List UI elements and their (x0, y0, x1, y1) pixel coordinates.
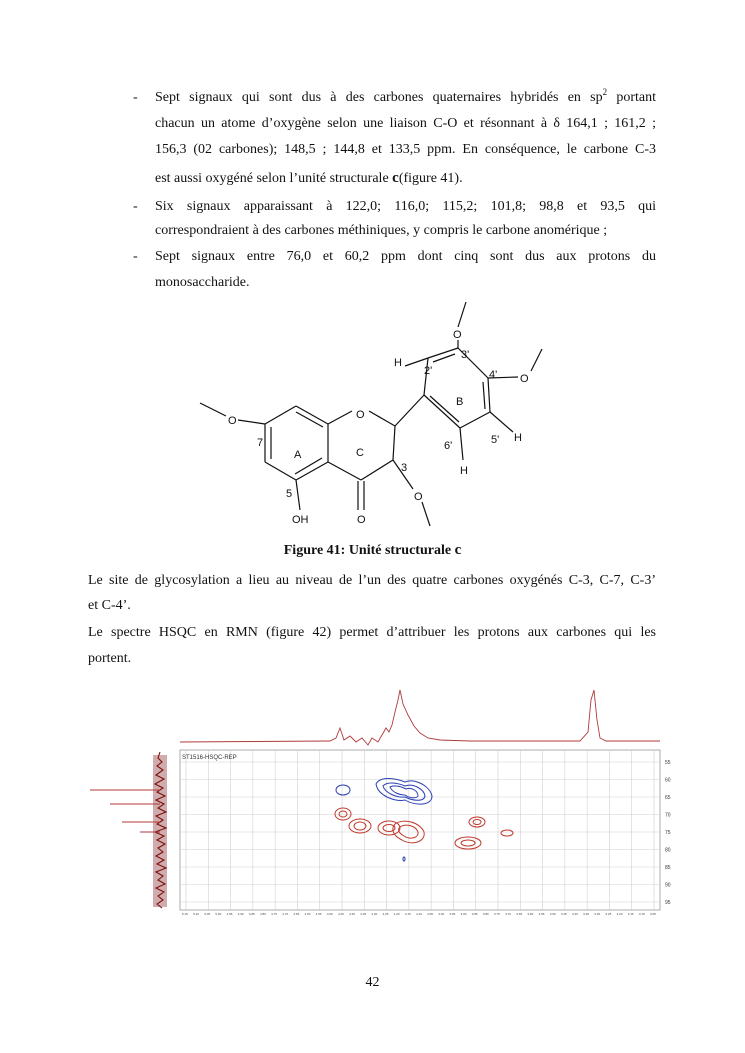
molecule-structure (190, 296, 560, 536)
x-tick-label: 3.70 (505, 912, 511, 916)
y-tick-label: 55 (665, 760, 671, 766)
proton-projection-trace (180, 690, 660, 745)
y-tick-label: 80 (665, 847, 671, 854)
x-tick-label: 4.25 (382, 912, 389, 916)
x-tick-label: 3.95 (449, 912, 456, 916)
bullet-1-line-3: 156,3 (02 carbones); 148,5 ; 144,8 et 133,5 ppm. En conséquence, le carbone C-3 (155, 142, 656, 157)
carbon-projection-peaks (90, 790, 160, 832)
x-tick-label: 3.25 (605, 912, 612, 916)
x-tick-label: 3.10 (638, 912, 645, 916)
x-axis-ticks (182, 912, 656, 916)
x-tick-label: 4.45 (338, 912, 344, 916)
position-label-3: 3 (401, 462, 408, 474)
x-tick-label: 3.45 (560, 912, 567, 916)
x-tick-label: 4.05 (427, 912, 433, 916)
atom-o-4prime: O (520, 373, 529, 385)
atom-o-carbonyl: O (357, 514, 366, 526)
bullet-marker: - (133, 199, 138, 214)
x-tick-label: 5.05 (204, 912, 211, 916)
carbon-projection-noise (153, 755, 167, 907)
x-tick-label: 5.00 (215, 912, 222, 916)
y-tick-label: 60 (665, 777, 671, 784)
position-label-6prime: 6' (444, 440, 453, 452)
position-label-4prime: 4' (489, 369, 498, 381)
x-tick-label: 4.10 (416, 912, 422, 916)
bullet-3-line-2: monosaccharide. (155, 275, 250, 290)
bullet-marker: - (133, 249, 138, 264)
paragraph-hsqc: Le spectre HSQC en RMN (figure 42) permet d’attribuer les protons aux carbones qui les portent. (88, 625, 656, 666)
atom-o-ring: O (356, 409, 365, 421)
x-tick-label: 3.60 (527, 912, 534, 916)
bullet-3-line-1: Sept signaux entre 76,0 et 60,2 ppm dont cinq sont dus aux protons du (155, 249, 656, 264)
x-tick-label: 3.20 (616, 912, 623, 916)
spectrum-title: ST1516-HSQC-REP (182, 755, 237, 761)
x-tick-label: 3.65 (516, 912, 523, 916)
x-tick-label: 4.70 (282, 912, 289, 916)
x-tick-label: 3.85 (471, 912, 478, 916)
paragraph-glycosylation: Le site de glycosylation a lieu au niveau de l’un des quatre carbones oxygénés C-3, C-7, C-3’ et C-4’. (88, 573, 656, 613)
bullet-1-line-1: Sept signaux qui sont dus à des carbones quaternaires hybridés en $sp^2$ portant (155, 87, 656, 105)
y-tick-label: 65 (665, 795, 671, 801)
x-tick-label: 3.05 (650, 912, 656, 916)
hsqc-spectrum (88, 690, 673, 920)
bullet-2-line-1: Six signaux apparaissant à 122,0; 116,0; 115,2; 101,8; 98,8 et 93,5 qui (155, 199, 656, 214)
x-tick-label: 3.90 (460, 912, 467, 916)
x-tick-label: 4.40 (349, 912, 355, 916)
atom-o-7: O (228, 415, 237, 427)
x-tick-label: 4.50 (326, 912, 333, 916)
x-tick-label: 3.50 (549, 912, 556, 916)
x-tick-label: 3.75 (494, 912, 500, 916)
bullet-1-line-4: est aussi oxygéné selon l’unité structurale c(figure 41). (155, 170, 463, 186)
y-axis-ticks (665, 760, 671, 906)
page-number: 42 (365, 975, 380, 990)
x-tick-label: 3.55 (538, 912, 545, 916)
position-label-2prime: 2' (424, 365, 433, 377)
x-tick-label: 3.80 (482, 912, 489, 916)
y-tick-label: 70 (665, 812, 671, 819)
x-tick-label: 4.55 (315, 912, 322, 916)
y-tick-label: 75 (665, 830, 671, 836)
x-tick-label: 3.30 (594, 912, 601, 916)
x-tick-label: 4.85 (248, 912, 255, 916)
atom-h-5prime: H (514, 432, 522, 444)
x-tick-label: 4.15 (404, 912, 411, 916)
x-tick-label: 3.40 (572, 912, 578, 916)
atom-oh-5: OH (292, 514, 309, 526)
bullet-1-line-2: chacun un atome d’oxygène selon une liaison C-O et résonnant à δ 164,1 ; 161,2 ; (155, 116, 656, 131)
figure-caption: Figure 41: Unité structurale c (283, 542, 462, 558)
plot-frame (180, 750, 660, 910)
position-label-5prime: 5' (491, 434, 500, 446)
x-tick-label: 4.75 (271, 912, 277, 916)
x-tick-label: 4.60 (304, 912, 311, 916)
x-tick-label: 4.30 (371, 912, 378, 916)
position-label-5: 5 (286, 488, 293, 500)
x-tick-label: 4.95 (226, 912, 233, 916)
x-tick-label: 4.00 (438, 912, 445, 916)
x-tick-label: 4.90 (237, 912, 244, 916)
y-tick-label: 90 (665, 882, 671, 889)
atom-o-3prime: O (453, 329, 462, 341)
x-tick-label: 3.15 (627, 912, 634, 916)
position-label-7: 7 (257, 437, 264, 449)
y-tick-label: 85 (665, 865, 671, 871)
ring-label-c: C (356, 447, 364, 459)
atom-h-6prime: H (460, 465, 468, 477)
y-tick-label: 95 (665, 900, 671, 906)
x-tick-label: 4.35 (360, 912, 367, 916)
atom-o-3: O (414, 491, 423, 503)
bullet-2-line-2: correspondraient à des carbones méthiniques, y compris le carbone anomérique ; (155, 223, 608, 238)
x-tick-label: 4.20 (393, 912, 400, 916)
x-tick-label: 3.35 (583, 912, 589, 916)
bullet-marker: - (133, 90, 138, 105)
ring-label-b: B (456, 396, 464, 408)
x-tick-label: 4.80 (260, 912, 266, 916)
x-tick-label: 5.15 (182, 912, 188, 916)
position-label-3prime: 3' (461, 349, 470, 361)
x-tick-label: 4.65 (293, 912, 300, 916)
atom-h-2prime: H (394, 357, 402, 369)
x-tick-label: 5.10 (193, 912, 199, 916)
ring-label-a: A (294, 449, 302, 461)
